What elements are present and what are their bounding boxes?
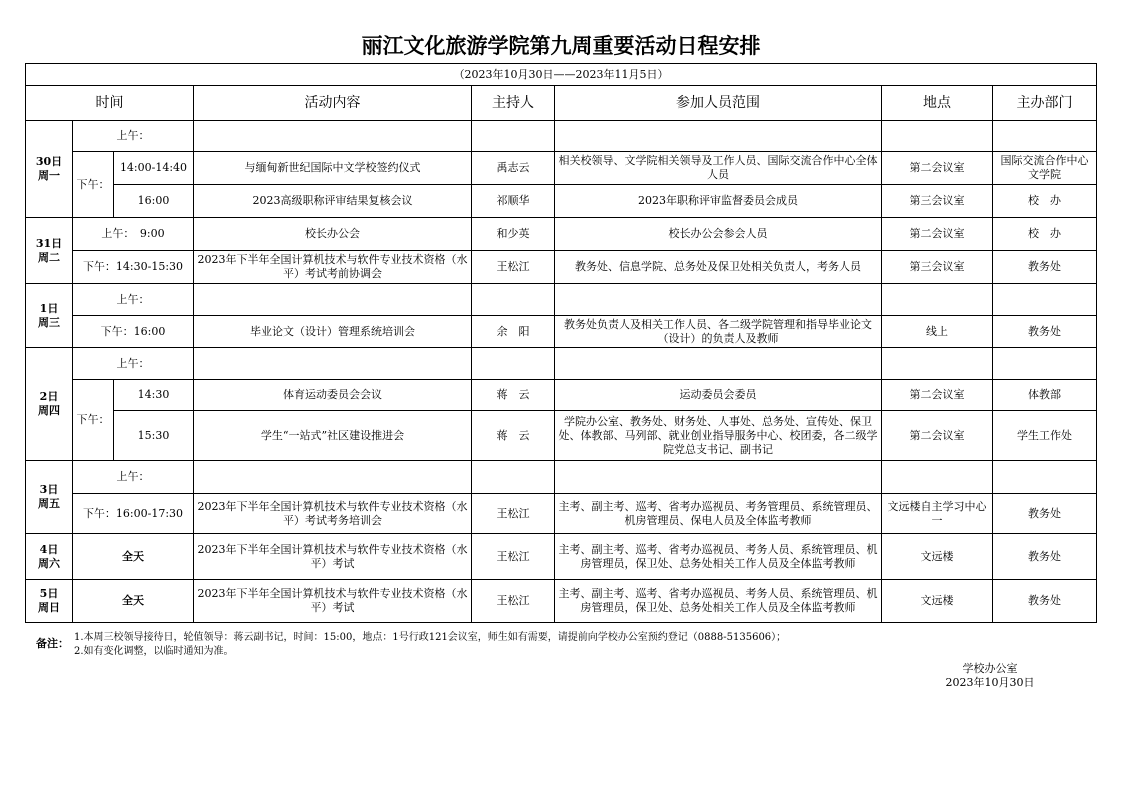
header-department: 主办部门 [993, 86, 1097, 121]
event-location: 线上 [882, 316, 993, 348]
event-participants: 教务处负责人及相关工作人员、各二级学院管理和指导毕业论文（设计）的负责人及教师 [555, 316, 882, 348]
event-content: 与缅甸新世纪国际中文学校签约仪式 [194, 152, 472, 185]
day-cell-sun: 5日 周日 [26, 580, 73, 623]
event-slot: 下午：14:30-15:30 [73, 251, 194, 284]
table-row [26, 121, 1097, 152]
table-row [26, 461, 1097, 494]
event-department: 校 办 [993, 185, 1097, 218]
event-content: 学生“一站式”社区建设推进会 [194, 411, 472, 461]
event-participants: 主考、副主考、巡考、省考办巡视员、考务管理员、系统管理员、机房管理员、保电人员及全体监考教师 [555, 494, 882, 534]
event-content: 2023年下半年全国计算机技术与软件专业技术资格（水平）考试 [194, 534, 472, 580]
event-content: 2023年下半年全国计算机技术与软件专业技术资格（水平）考试考务培训会 [194, 494, 472, 534]
event-participants: 主考、副主考、巡考、省考办巡视员、考务人员、系统管理员、机房管理员，保卫处、总务处相关工作人员及全体监考教师 [555, 580, 882, 623]
issuing-office: 学校办公室 [962, 662, 1018, 675]
event-department: 国际交流合作中心 文学院 [993, 152, 1097, 185]
day-cell-sat: 4日 周六 [26, 534, 73, 580]
event-time: 14:30 [114, 380, 194, 411]
morning-slot: 上午： [73, 348, 194, 380]
header-time: 时间 [26, 86, 194, 121]
event-slot: 上午： 9:00 [73, 218, 194, 251]
header-row [26, 86, 1097, 121]
event-content: 体育运动委员会会议 [194, 380, 472, 411]
event-time: 14:00-14:40 [114, 152, 194, 185]
table-row [26, 185, 1097, 218]
event-department: 校 办 [993, 218, 1097, 251]
event-participants: 教务处、信息学院、总务处及保卫处相关负责人，考务人员 [555, 251, 882, 284]
table-row [26, 411, 1097, 461]
event-department: 教务处 [993, 580, 1097, 623]
day-cell-tue: 31日 周二 [26, 218, 73, 284]
notes-label: 备注： [36, 637, 69, 650]
all-day-slot: 全天 [73, 534, 194, 580]
date-range: （2023年10月30日——2023年11月5日） [26, 64, 1097, 86]
event-content: 2023年下半年全国计算机技术与软件专业技术资格（水平）考试考前协调会 [194, 251, 472, 284]
event-department: 教务处 [993, 316, 1097, 348]
event-host: 王松江 [472, 580, 555, 623]
event-department: 教务处 [993, 251, 1097, 284]
header-location: 地点 [882, 86, 993, 121]
day-cell-fri: 3日 周五 [26, 461, 73, 534]
event-department: 教务处 [993, 534, 1097, 580]
event-host: 蒋 云 [472, 380, 555, 411]
event-participants: 校长办公会参会人员 [555, 218, 882, 251]
event-host: 余 阳 [472, 316, 555, 348]
event-time: 15:30 [114, 411, 194, 461]
table-row [26, 494, 1097, 534]
table-row [26, 348, 1097, 380]
issue-date: 2023年10月30日 [945, 676, 1035, 689]
event-host: 王松江 [472, 534, 555, 580]
event-slot: 下午：16:00-17:30 [73, 494, 194, 534]
table-row [26, 316, 1097, 348]
event-content: 2023高级职称评审结果复核会议 [194, 185, 472, 218]
table-row [26, 580, 1097, 623]
note-item: 1.本周三校领导接待日，轮值领导：蒋云副书记，时间：15:00，地点：1号行政121会议室，师生如有需要，请提前向学校办公室预约登记（0888-5135606）； [74, 632, 787, 643]
event-location: 第二会议室 [882, 152, 993, 185]
event-department: 体教部 [993, 380, 1097, 411]
event-location: 第二会议室 [882, 411, 993, 461]
event-department: 教务处 [993, 494, 1097, 534]
event-location: 第二会议室 [882, 380, 993, 411]
event-host: 和少英 [472, 218, 555, 251]
event-participants: 运动委员会委员 [555, 380, 882, 411]
all-day-slot: 全天 [73, 580, 194, 623]
event-content: 2023年下半年全国计算机技术与软件专业技术资格（水平）考试 [194, 580, 472, 623]
table-row [26, 534, 1097, 580]
event-location: 第三会议室 [882, 185, 993, 218]
event-location: 第三会议室 [882, 251, 993, 284]
morning-slot: 上午： [73, 121, 194, 152]
morning-slot: 上午： [73, 461, 194, 494]
event-location: 文远楼 [882, 534, 993, 580]
header-host: 主持人 [472, 86, 555, 121]
event-time: 16:00 [114, 185, 194, 218]
event-host: 王松江 [472, 251, 555, 284]
header-content: 活动内容 [194, 86, 472, 121]
event-location: 文远楼自主学习中心一 [882, 494, 993, 534]
event-participants: 主考、副主考、巡考、省考办巡视员、考务人员、系统管理员、机房管理员，保卫处、总务处相关工作人员及全体监考教师 [555, 534, 882, 580]
day-cell-thu: 2日 周四 [26, 348, 73, 461]
day-cell-wed: 1日 周三 [26, 284, 73, 348]
table-row [26, 152, 1097, 185]
event-location: 第二会议室 [882, 218, 993, 251]
event-content: 校长办公会 [194, 218, 472, 251]
event-location: 文远楼 [882, 580, 993, 623]
table-row [26, 284, 1097, 316]
table-row [26, 251, 1097, 284]
table-row [26, 380, 1097, 411]
afternoon-slot: 下午： [73, 152, 114, 218]
event-host: 禹志云 [472, 152, 555, 185]
event-participants: 学院办公室、教务处、财务处、人事处、总务处、宣传处、保卫处、体教部、马列部、就业创业指导服务中心、校团委，各二级学院党总支书记、副书记 [555, 411, 882, 461]
schedule-table [25, 63, 1097, 623]
page-title: 丽江文化旅游学院第九周重要活动日程安排 [361, 33, 761, 58]
event-content: 毕业论文（设计）管理系统培训会 [194, 316, 472, 348]
event-host: 祁顺华 [472, 185, 555, 218]
event-participants: 相关校领导、文学院相关领导及工作人员、国际交流合作中心全体人员 [555, 152, 882, 185]
morning-slot: 上午： [73, 284, 194, 316]
event-host: 蒋 云 [472, 411, 555, 461]
event-host: 王松江 [472, 494, 555, 534]
table-row [26, 218, 1097, 251]
note-item: 2.如有变化调整，以临时通知为准。 [74, 646, 234, 657]
signature-block [920, 662, 1060, 690]
afternoon-slot: 下午： [73, 380, 114, 461]
event-department: 学生工作处 [993, 411, 1097, 461]
day-cell-mon: 30日 周一 [26, 121, 73, 218]
header-participants: 参加人员范围 [555, 86, 882, 121]
event-slot: 下午：16:00 [73, 316, 194, 348]
event-participants: 2023年职称评审监督委员会成员 [555, 185, 882, 218]
